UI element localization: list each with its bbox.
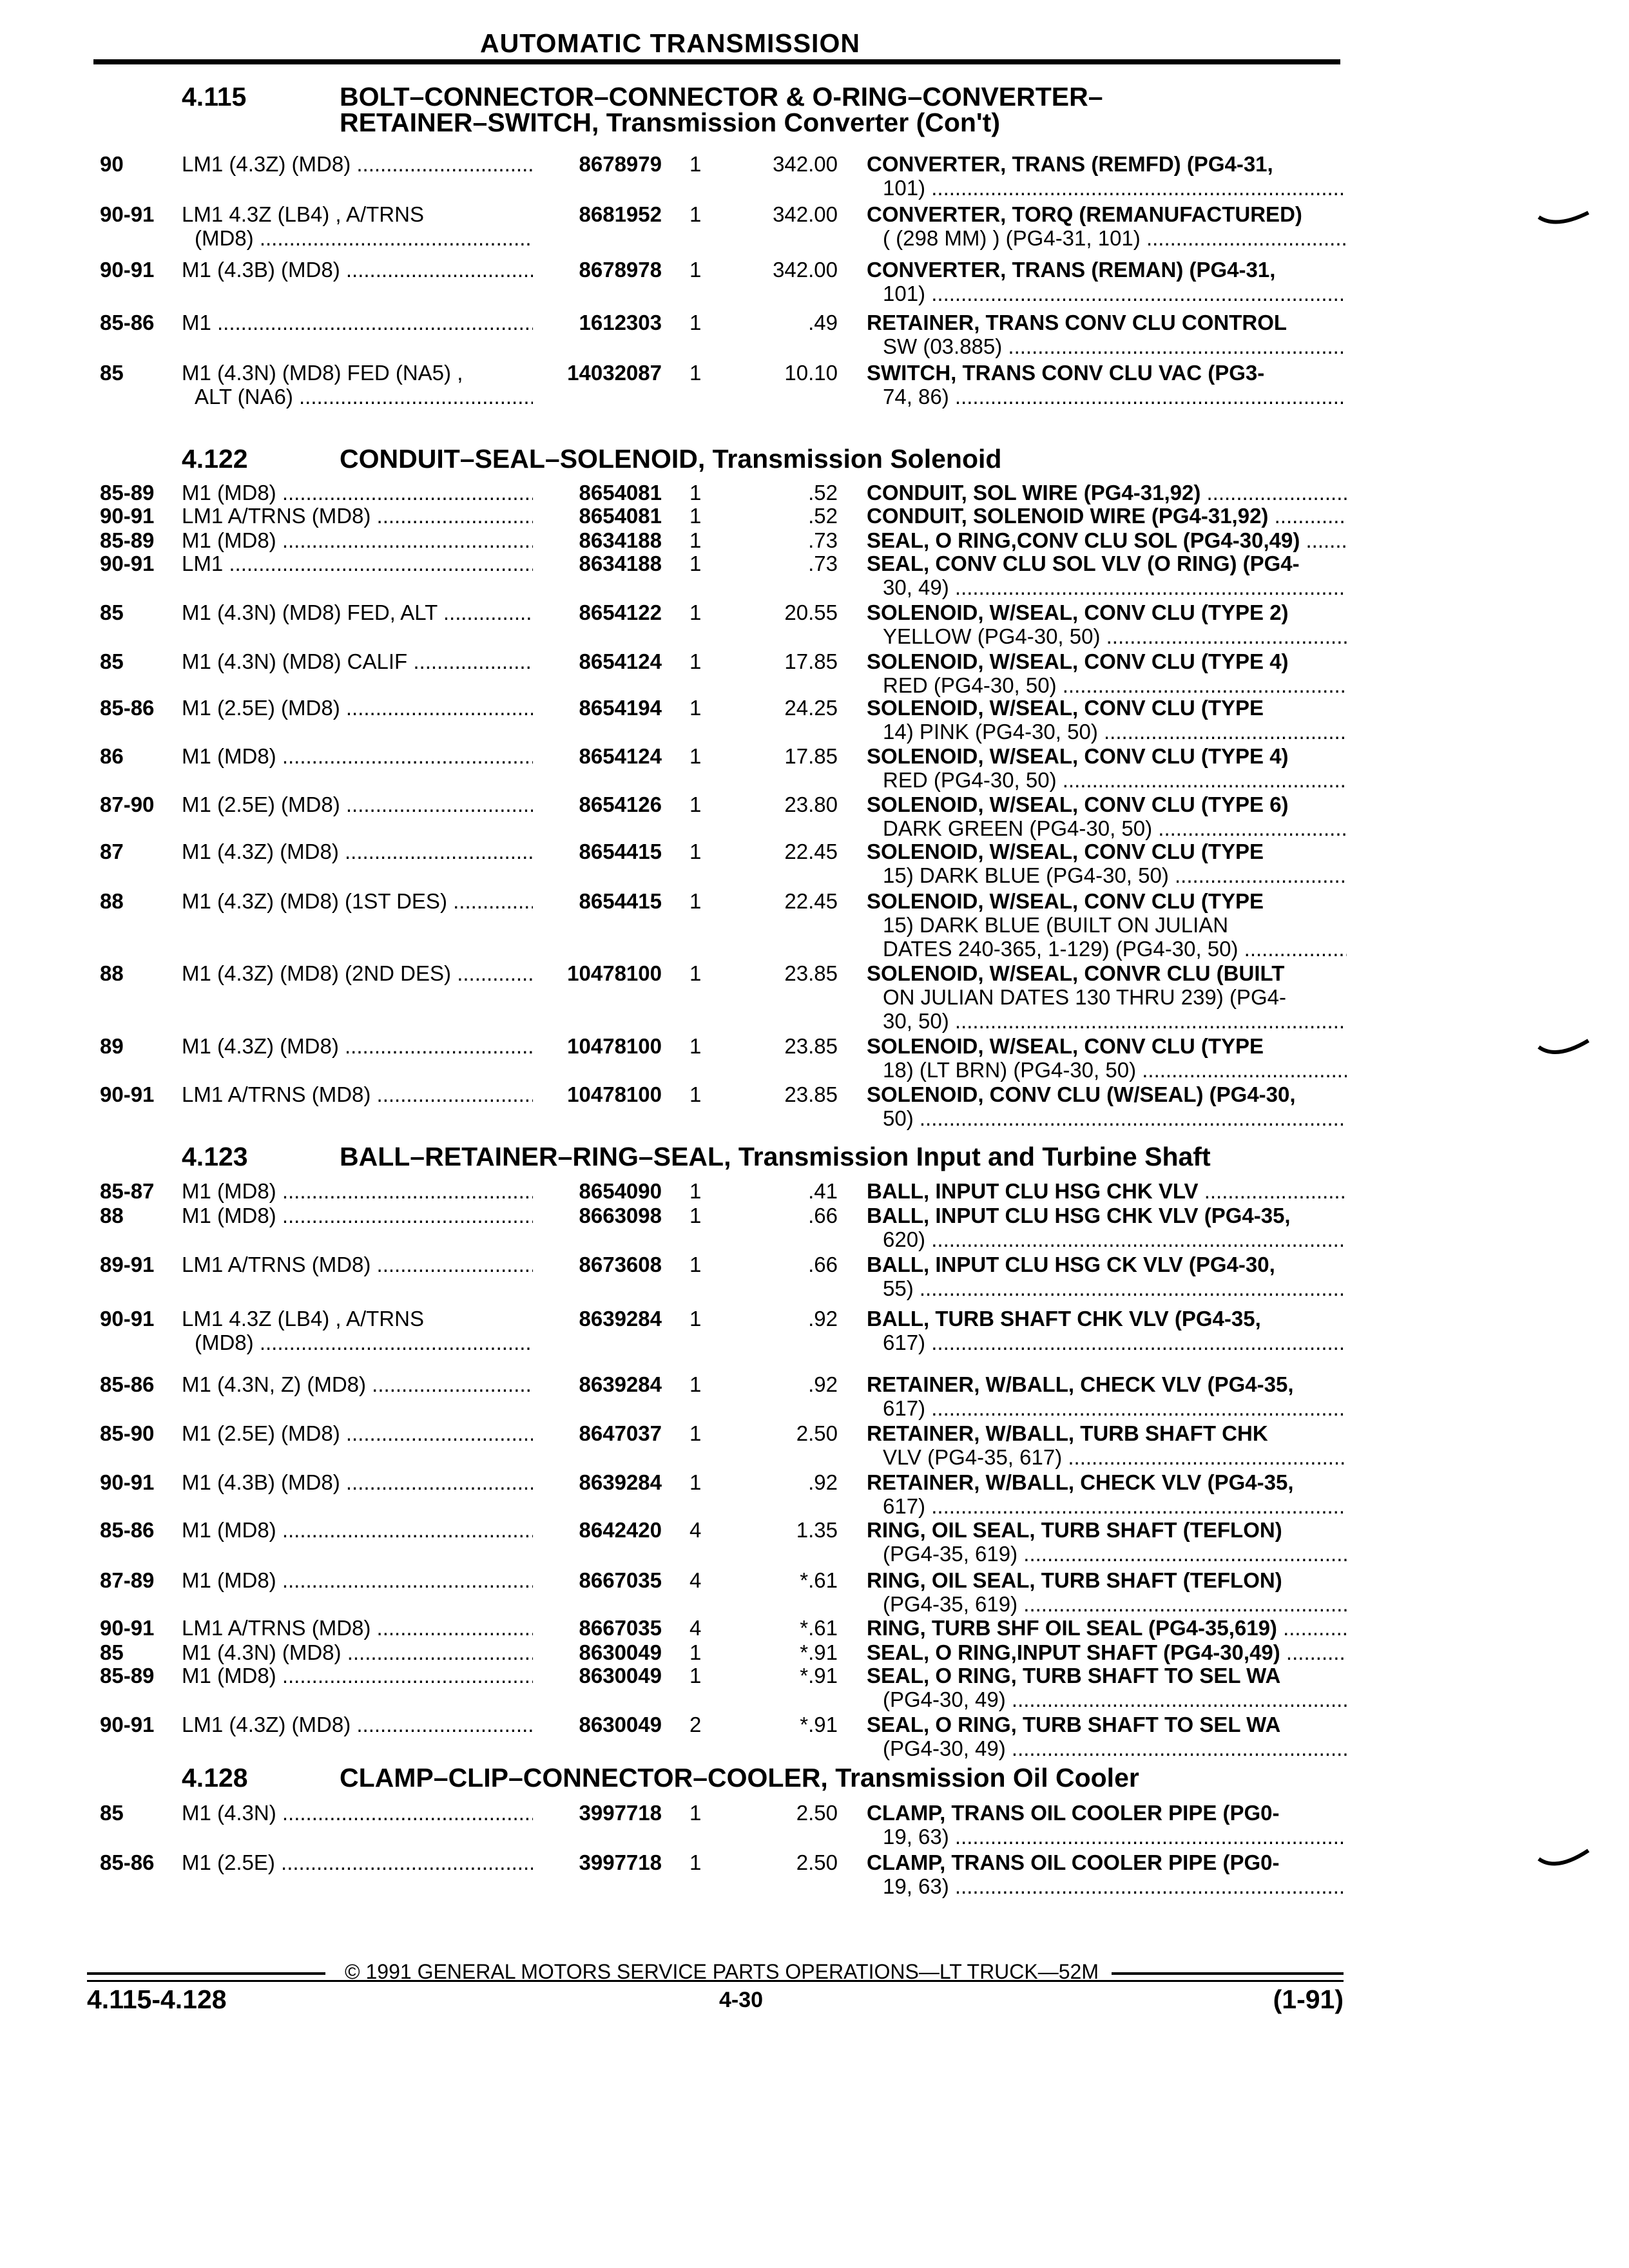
- price: 20.55: [784, 601, 838, 624]
- part-number: 10478100: [567, 1034, 662, 1058]
- model-application: M1 (4.3N) (MD8) CALIF .....: [182, 649, 533, 673]
- part-description: RING, OIL SEAL, TURB SHAFT (TEFLON): [867, 1568, 1282, 1592]
- quantity: 4: [689, 1616, 702, 1640]
- model-years: 85-86: [100, 1518, 155, 1542]
- quantity: 1: [689, 1850, 702, 1874]
- part-number: 8681952: [579, 202, 662, 226]
- part-description-cont: (PG4-35, 619) .....: [883, 1542, 1347, 1566]
- model-application: M1 (2.5E) (MD8) .....: [182, 793, 533, 816]
- model-years: 85: [100, 649, 124, 673]
- footer-section-range: 4.115-4.128: [87, 1984, 227, 2014]
- part-number: 8654194: [579, 696, 662, 720]
- part-description: SOLENOID, W/SEAL, CONV CLU (TYPE 4): [867, 744, 1289, 768]
- part-description-cont: YELLOW (PG4-30, 50) .....: [883, 624, 1347, 648]
- section-title-continued: RETAINER–SWITCH, Transmission Converter (Con't): [340, 108, 1000, 137]
- model-years: 87: [100, 840, 124, 863]
- part-number: 8654415: [579, 840, 662, 863]
- model-years: 86: [100, 744, 124, 768]
- price: *.91: [800, 1713, 838, 1736]
- part-number: 8630049: [579, 1640, 662, 1664]
- model-application: M1 (4.3B) (MD8) .....: [182, 1470, 533, 1494]
- quantity: 1: [689, 1179, 702, 1203]
- part-description: CONVERTER, TRANS (REMAN) (PG4-31,: [867, 258, 1276, 282]
- quantity: 2: [689, 1713, 702, 1736]
- model-years: 90-91: [100, 504, 155, 528]
- model-application: M1 (4.3N) (MD8) FED, ALT .....: [182, 601, 533, 624]
- part-number: 8654415: [579, 889, 662, 913]
- price: 23.80: [784, 793, 838, 816]
- part-description: SEAL, O RING, TURB SHAFT TO SEL WA: [867, 1664, 1281, 1687]
- part-description: RETAINER, W/BALL, TURB SHAFT CHK: [867, 1421, 1268, 1445]
- part-description-cont: 101) .....: [883, 176, 1347, 200]
- price: 23.85: [784, 961, 838, 985]
- part-description: SEAL, O RING,INPUT SHAFT (PG4-30,49) .....: [867, 1640, 1347, 1664]
- price: .52: [808, 504, 838, 528]
- part-description: SOLENOID, W/SEAL, CONVR CLU (BUILT: [867, 961, 1285, 985]
- footer-date: (1-91): [1273, 1984, 1344, 2014]
- part-description: SEAL, CONV CLU SOL VLV (O RING) (PG4-: [867, 552, 1300, 575]
- price: .66: [808, 1204, 838, 1227]
- model-application: M1 (MD8) .....: [182, 1518, 533, 1542]
- part-number: 8642420: [579, 1518, 662, 1542]
- model-years: 90-91: [100, 1082, 155, 1106]
- price: *.61: [800, 1616, 838, 1640]
- model-application: M1 (4.3Z) (MD8) .....: [182, 1034, 533, 1058]
- quantity: 1: [689, 504, 702, 528]
- price: .92: [808, 1307, 838, 1331]
- part-description: CONDUIT, SOLENOID WIRE (PG4-31,92) .....: [867, 504, 1347, 528]
- part-description: CONDUIT, SOL WIRE (PG4-31,92) .....: [867, 481, 1347, 505]
- quantity: 1: [689, 793, 702, 816]
- part-description-cont: 617) .....: [883, 1396, 1347, 1420]
- quantity: 1: [689, 961, 702, 985]
- model-application: LM1 (4.3Z) (MD8) .....: [182, 1713, 533, 1736]
- part-description-cont: DARK GREEN (PG4-30, 50) .....: [883, 816, 1347, 840]
- price: .92: [808, 1470, 838, 1494]
- price: 2.50: [796, 1801, 838, 1825]
- part-number: 8647037: [579, 1421, 662, 1445]
- part-description-cont: DATES 240-365, 1-129) (PG4-30, 50) .....: [883, 937, 1347, 961]
- model-application: M1 (4.3B) (MD8) .....: [182, 258, 533, 282]
- footer-copyright: © 1991 GENERAL MOTORS SERVICE PARTS OPERATIONS—LT TRUCK—52M: [345, 1960, 1099, 1983]
- model-years: 85-86: [100, 1850, 155, 1874]
- model-application: M1 (4.3Z) (MD8) .....: [182, 840, 533, 863]
- quantity: 4: [689, 1518, 702, 1542]
- model-years: 90-91: [100, 258, 155, 282]
- part-number: 8654081: [579, 504, 662, 528]
- part-number: 8673608: [579, 1253, 662, 1276]
- part-number: 8639284: [579, 1307, 662, 1331]
- part-description: SOLENOID, W/SEAL, CONV CLU (TYPE 6): [867, 793, 1289, 816]
- model-application: LM1 .....: [182, 552, 533, 575]
- quantity: 1: [689, 649, 702, 673]
- price: .73: [808, 528, 838, 552]
- part-description: SOLENOID, W/SEAL, CONV CLU (TYPE: [867, 840, 1264, 863]
- model-years: 89: [100, 1034, 124, 1058]
- section-number: 4.122: [182, 444, 248, 474]
- price: 23.85: [784, 1082, 838, 1106]
- price: 17.85: [784, 744, 838, 768]
- model-application-cont: (MD8) .....: [195, 226, 533, 250]
- model-application: LM1 4.3Z (LB4) , A/TRNS: [182, 202, 424, 226]
- part-description-cont: RED (PG4-30, 50) .....: [883, 673, 1347, 697]
- model-application: M1 (4.3Z) (MD8) (2ND DES) .....: [182, 961, 533, 985]
- part-description-cont: 15) DARK BLUE (PG4-30, 50) .....: [883, 863, 1347, 887]
- price: *.61: [800, 1568, 838, 1592]
- price: 10.10: [784, 361, 838, 385]
- price: .66: [808, 1253, 838, 1276]
- quantity: 1: [689, 744, 702, 768]
- section-number: 4.115: [182, 82, 247, 111]
- part-description-cont: VLV (PG4-35, 617) .....: [883, 1445, 1347, 1469]
- part-description: RETAINER, W/BALL, CHECK VLV (PG4-35,: [867, 1372, 1294, 1396]
- part-description-cont: 617) .....: [883, 1331, 1347, 1354]
- price: .73: [808, 552, 838, 575]
- part-number: 8654122: [579, 601, 662, 624]
- part-description: BALL, INPUT CLU HSG CHK VLV (PG4-35,: [867, 1204, 1291, 1227]
- part-description-cont: ( (298 MM) ) (PG4-31, 101) .....: [883, 226, 1347, 250]
- model-application: M1 (2.5E) .....: [182, 1850, 533, 1874]
- model-years: 85-87: [100, 1179, 155, 1203]
- model-application: M1 (4.3N) .....: [182, 1801, 533, 1825]
- quantity: 1: [689, 552, 702, 575]
- quantity: 1: [689, 1421, 702, 1445]
- model-years: 85-89: [100, 481, 155, 505]
- model-years: 88: [100, 1204, 124, 1227]
- price: 342.00: [773, 202, 838, 226]
- part-description: CONVERTER, TRANS (REMFD) (PG4-31,: [867, 152, 1273, 176]
- model-years: 90-91: [100, 1307, 155, 1331]
- part-number: 8667035: [579, 1568, 662, 1592]
- model-years: 85: [100, 1640, 124, 1664]
- model-application: LM1 (4.3Z) (MD8) .....: [182, 152, 533, 176]
- part-description: SEAL, O RING,CONV CLU SOL (PG4-30,49) .....: [867, 528, 1347, 552]
- quantity: 4: [689, 1568, 702, 1592]
- part-description-cont: 18) (LT BRN) (PG4-30, 50) .....: [883, 1058, 1347, 1082]
- quantity: 1: [689, 696, 702, 720]
- quantity: 1: [689, 1640, 702, 1664]
- part-description: RING, OIL SEAL, TURB SHAFT (TEFLON): [867, 1518, 1282, 1542]
- model-application: M1 (MD8) .....: [182, 1179, 533, 1203]
- part-number: 1612303: [579, 311, 662, 334]
- part-number: 8634188: [579, 528, 662, 552]
- quantity: 1: [689, 1664, 702, 1687]
- model-years: 85: [100, 601, 124, 624]
- model-application: M1 (4.3N, Z) (MD8) .....: [182, 1372, 533, 1396]
- model-years: 85-90: [100, 1421, 155, 1445]
- price: 22.45: [784, 840, 838, 863]
- part-description: SOLENOID, W/SEAL, CONV CLU (TYPE: [867, 696, 1264, 720]
- price: .41: [808, 1179, 838, 1203]
- quantity: 1: [689, 1034, 702, 1058]
- part-description: SOLENOID, CONV CLU (W/SEAL) (PG4-30,: [867, 1082, 1296, 1106]
- part-description-cont: 15) DARK BLUE (BUILT ON JULIAN: [883, 913, 1229, 937]
- price: 23.85: [784, 1034, 838, 1058]
- model-years: 85: [100, 361, 124, 385]
- model-years: 85-89: [100, 528, 155, 552]
- part-description: SOLENOID, W/SEAL, CONV CLU (TYPE 2): [867, 601, 1289, 624]
- part-description: SEAL, O RING, TURB SHAFT TO SEL WA: [867, 1713, 1281, 1736]
- check-mark: [1539, 1041, 1588, 1052]
- model-years: 90-91: [100, 1713, 155, 1736]
- part-description-cont: 19, 63) .....: [883, 1874, 1347, 1898]
- part-description: SOLENOID, W/SEAL, CONV CLU (TYPE 4): [867, 649, 1289, 673]
- part-description: RING, TURB SHF OIL SEAL (PG4-35,619) .....: [867, 1616, 1347, 1640]
- price: 24.25: [784, 696, 838, 720]
- part-description-cont: SW (03.885) .....: [883, 334, 1347, 358]
- part-description: SOLENOID, W/SEAL, CONV CLU (TYPE: [867, 1034, 1264, 1058]
- part-number: 8634188: [579, 552, 662, 575]
- model-years: 85-86: [100, 696, 155, 720]
- part-number: 3997718: [579, 1801, 662, 1825]
- quantity: 1: [689, 311, 702, 334]
- model-application: LM1 A/TRNS (MD8) .....: [182, 504, 533, 528]
- model-application: M1 (2.5E) (MD8) .....: [182, 696, 533, 720]
- model-application: M1 (2.5E) (MD8) .....: [182, 1421, 533, 1445]
- model-years: 90-91: [100, 552, 155, 575]
- part-description: CLAMP, TRANS OIL COOLER PIPE (PG0-: [867, 1850, 1280, 1874]
- part-number: 8678978: [579, 258, 662, 282]
- part-description-cont: (PG4-35, 619) .....: [883, 1592, 1347, 1616]
- part-number: 8654126: [579, 793, 662, 816]
- check-mark: [1539, 1850, 1588, 1864]
- part-number: 8630049: [579, 1713, 662, 1736]
- price: *.91: [800, 1664, 838, 1687]
- page-header-title: AUTOMATIC TRANSMISSION: [480, 28, 860, 58]
- quantity: 1: [689, 361, 702, 385]
- part-number: 8678979: [579, 152, 662, 176]
- check-mark: [1539, 213, 1588, 222]
- model-application: M1 (MD8) .....: [182, 528, 533, 552]
- quantity: 1: [689, 258, 702, 282]
- model-application-cont: ALT (NA6) .....: [195, 385, 533, 408]
- model-years: 85-89: [100, 1664, 155, 1687]
- part-number: 10478100: [567, 961, 662, 985]
- quantity: 1: [689, 528, 702, 552]
- model-application: M1 (MD8) .....: [182, 481, 533, 505]
- part-number: 8630049: [579, 1664, 662, 1687]
- model-years: 85-86: [100, 1372, 155, 1396]
- price: *.91: [800, 1640, 838, 1664]
- quantity: 1: [689, 1082, 702, 1106]
- part-description-cont: 55) .....: [883, 1276, 1347, 1300]
- price: 17.85: [784, 649, 838, 673]
- section-number: 4.128: [182, 1763, 248, 1792]
- part-description-cont: 617) .....: [883, 1494, 1347, 1518]
- part-description-cont: RED (PG4-30, 50) .....: [883, 768, 1347, 792]
- part-number: 8654081: [579, 481, 662, 505]
- part-description: BALL, TURB SHAFT CHK VLV (PG4-35,: [867, 1307, 1261, 1331]
- model-application-cont: (MD8) .....: [195, 1331, 533, 1354]
- price: 2.50: [796, 1421, 838, 1445]
- part-description-cont: 30, 50) .....: [883, 1009, 1347, 1033]
- model-application: M1 (MD8) .....: [182, 1568, 533, 1592]
- model-application: LM1 A/TRNS (MD8) .....: [182, 1616, 533, 1640]
- quantity: 1: [689, 601, 702, 624]
- part-description-cont: 19, 63) .....: [883, 1825, 1347, 1849]
- part-description: CLAMP, TRANS OIL COOLER PIPE (PG0-: [867, 1801, 1280, 1825]
- price: 342.00: [773, 152, 838, 176]
- price: .49: [808, 311, 838, 334]
- quantity: 1: [689, 152, 702, 176]
- part-description: BALL, INPUT CLU HSG CHK VLV .....: [867, 1179, 1347, 1203]
- price: 1.35: [796, 1518, 838, 1542]
- section-title: BOLT–CONNECTOR–CONNECTOR & O-RING–CONVERTER–: [340, 82, 1103, 111]
- model-years: 90: [100, 152, 124, 176]
- part-description: RETAINER, W/BALL, CHECK VLV (PG4-35,: [867, 1470, 1294, 1494]
- header-rule: [93, 59, 1340, 64]
- part-description-cont: (PG4-30, 49) .....: [883, 1736, 1347, 1760]
- part-description-cont: 14) PINK (PG4-30, 50) .....: [883, 720, 1347, 744]
- footer-rule-right: [1112, 1972, 1344, 1975]
- quantity: 1: [689, 1470, 702, 1494]
- model-years: 88: [100, 961, 124, 985]
- part-number: 14032087: [567, 361, 662, 385]
- model-application: LM1 A/TRNS (MD8) .....: [182, 1253, 533, 1276]
- quantity: 1: [689, 481, 702, 505]
- section-title: CONDUIT–SEAL–SOLENOID, Transmission Solenoid: [340, 444, 1002, 474]
- model-years: 87-89: [100, 1568, 155, 1592]
- part-description-cont: 74, 86) .....: [883, 385, 1347, 408]
- model-years: 90-91: [100, 1616, 155, 1640]
- part-description: SOLENOID, W/SEAL, CONV CLU (TYPE: [867, 889, 1264, 913]
- quantity: 1: [689, 1253, 702, 1276]
- model-application: LM1 A/TRNS (MD8) .....: [182, 1082, 533, 1106]
- model-years: 85: [100, 1801, 124, 1825]
- quantity: 1: [689, 1372, 702, 1396]
- part-number: 3997718: [579, 1850, 662, 1874]
- price: .52: [808, 481, 838, 505]
- part-description-cont: 30, 49) .....: [883, 575, 1347, 599]
- part-number: 8667035: [579, 1616, 662, 1640]
- section-title: BALL–RETAINER–RING–SEAL, Transmission Input and Turbine Shaft: [340, 1142, 1211, 1171]
- part-number: 8654124: [579, 744, 662, 768]
- part-number: 8654090: [579, 1179, 662, 1203]
- quantity: 1: [689, 1204, 702, 1227]
- part-description-cont: 101) .....: [883, 282, 1347, 305]
- model-years: 89-91: [100, 1253, 155, 1276]
- part-description-cont: 620) .....: [883, 1227, 1347, 1251]
- footer-page-number: 4-30: [718, 1988, 764, 2012]
- model-application: M1 (4.3Z) (MD8) (1ST DES) .....: [182, 889, 533, 913]
- model-years: 88: [100, 889, 124, 913]
- section-title: CLAMP–CLIP–CONNECTOR–COOLER, Transmission Oil Cooler: [340, 1763, 1139, 1792]
- quantity: 1: [689, 1801, 702, 1825]
- part-description: CONVERTER, TORQ (REMANUFACTURED): [867, 202, 1302, 226]
- part-description-cont: ON JULIAN DATES 130 THRU 239) (PG4-: [883, 985, 1286, 1009]
- price: 2.50: [796, 1850, 838, 1874]
- model-application: M1 (MD8) .....: [182, 1664, 533, 1687]
- part-description: RETAINER, TRANS CONV CLU CONTROL: [867, 311, 1287, 334]
- section-number: 4.123: [182, 1142, 248, 1171]
- part-number: 8639284: [579, 1372, 662, 1396]
- quantity: 1: [689, 889, 702, 913]
- quantity: 1: [689, 202, 702, 226]
- price: 22.45: [784, 889, 838, 913]
- price: 342.00: [773, 258, 838, 282]
- part-description: SWITCH, TRANS CONV CLU VAC (PG3-: [867, 361, 1265, 385]
- quantity: 1: [689, 840, 702, 863]
- quantity: 1: [689, 1307, 702, 1331]
- model-years: 87-90: [100, 793, 155, 816]
- model-application: M1 .....: [182, 311, 533, 334]
- part-description-cont: 50) .....: [883, 1106, 1347, 1130]
- part-number: 8663098: [579, 1204, 662, 1227]
- model-application: M1 (MD8) .....: [182, 1204, 533, 1227]
- price: .92: [808, 1372, 838, 1396]
- part-number: 10478100: [567, 1082, 662, 1106]
- part-number: 8639284: [579, 1470, 662, 1494]
- model-application: M1 (4.3N) (MD8) .....: [182, 1640, 533, 1664]
- model-application: M1 (4.3N) (MD8) FED (NA5) ,: [182, 361, 463, 385]
- part-number: 8654124: [579, 649, 662, 673]
- model-years: 90-91: [100, 1470, 155, 1494]
- footer-rule-left: [87, 1972, 325, 1975]
- part-description: BALL, INPUT CLU HSG CK VLV (PG4-30,: [867, 1253, 1275, 1276]
- model-application: M1 (MD8) .....: [182, 744, 533, 768]
- part-description-cont: (PG4-30, 49) .....: [883, 1687, 1347, 1711]
- model-years: 85-86: [100, 311, 155, 334]
- model-application: LM1 4.3Z (LB4) , A/TRNS: [182, 1307, 424, 1331]
- model-years: 90-91: [100, 202, 155, 226]
